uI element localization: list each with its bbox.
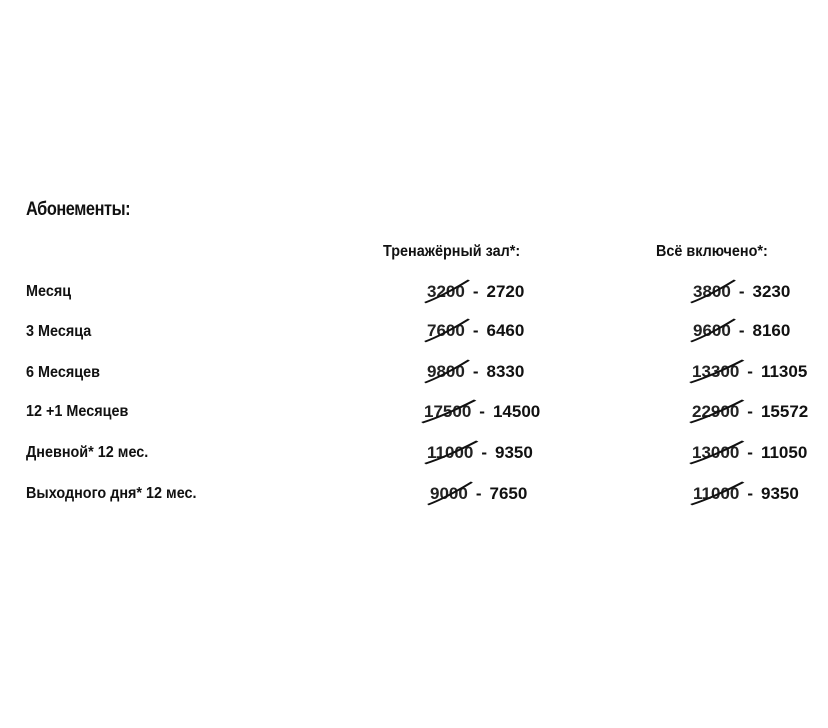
old-price: 17500 [424,402,471,422]
gym-price-daytime-12-months: 11000 - 9350 [427,443,533,463]
new-price: 6460 [486,321,525,340]
old-price: 22900 [692,402,739,422]
all-price-weekend-12-months: 11000 - 9350 [693,484,799,504]
new-price: 14500 [492,402,541,421]
old-price: 11000 [693,484,739,504]
old-price: 13300 [692,362,739,382]
old-price: 11000 [427,443,473,463]
old-price: 9000 [430,484,468,504]
old-price: 7600 [427,321,465,341]
old-price: 3800 [693,282,731,302]
new-price: 11050 [760,443,808,462]
row-label-month: Месяц [26,283,72,300]
gym-price-month: 3200 - 2720 [427,282,524,302]
all-price-month: 3800 - 3230 [693,282,790,302]
strike-mark [689,398,744,424]
row-label-12-plus-1-months: 12 +1 Месяцев [26,403,129,420]
row-label-weekend-12-months: Выходного дня* 12 мес. [26,485,197,502]
strike-mark [689,358,744,384]
all-price-6-months: 13300 - 11305 [692,362,807,382]
new-price: 3230 [752,282,791,301]
column-header-all-inclusive: Всё включено*: [656,243,768,260]
all-price-daytime-12-months: 13000 - 11050 [692,443,807,463]
new-price: 9350 [761,484,799,503]
old-price: 13000 [692,443,739,463]
row-label-3-months: 3 Месяца [26,323,92,340]
all-price-3-months: 9600 - 8160 [693,321,790,341]
strike-mark [424,317,470,343]
strike-mark [689,439,744,465]
gym-price-6-months: 9800 - 8330 [427,362,524,382]
row-label-6-months: 6 Месяцев [26,364,100,381]
old-price: 9800 [427,362,465,382]
strike-mark [690,480,744,506]
page-title: Абонементы: [26,199,131,220]
new-price: 11305 [760,362,808,381]
strike-mark [424,439,478,465]
old-price: 3200 [427,282,465,302]
strike-mark [421,398,476,424]
strike-mark [424,358,470,384]
gym-price-3-months: 7600 - 6460 [427,321,524,341]
new-price: 8330 [486,362,525,381]
strike-mark [690,317,736,343]
gym-price-12-plus-1-months: 17500 - 14500 [424,402,540,422]
strike-mark [424,278,470,304]
new-price: 8160 [752,321,791,340]
gym-price-weekend-12-months: 9000 - 7650 [430,484,527,504]
column-header-gym: Тренажёрный зал*: [383,243,521,260]
all-price-12-plus-1-months: 22900 - 15572 [692,402,808,422]
new-price: 7650 [489,484,528,503]
new-price: 15572 [760,402,809,421]
new-price: 2720 [486,282,525,301]
strike-mark [427,480,473,506]
new-price: 9350 [495,443,533,462]
strike-mark [690,278,736,304]
row-label-daytime-12-months: Дневной* 12 мес. [26,444,149,461]
old-price: 9600 [693,321,731,341]
